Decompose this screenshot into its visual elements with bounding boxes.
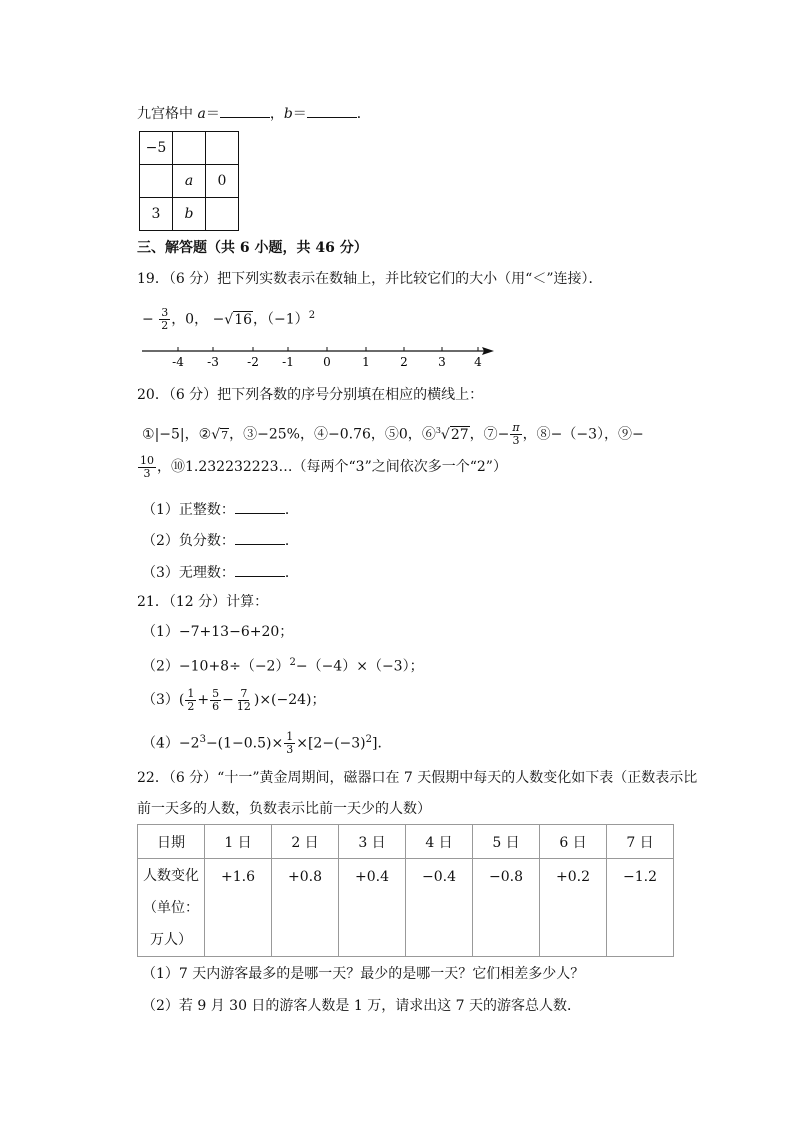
axis-tick-label: -3 <box>207 355 219 369</box>
item-value: −（−3）， <box>550 426 618 443</box>
table-header-cell: 5 日 <box>473 825 540 859</box>
separator: ， <box>253 311 268 328</box>
period: ． <box>284 502 299 518</box>
circled-number: ⑨ <box>618 426 632 443</box>
fraction <box>235 688 253 713</box>
exponent: 2 <box>289 657 296 668</box>
q21-part4 <box>142 722 391 762</box>
q22-text-line2: 前一天多的人数，负数表示比前一天少的人数） <box>137 801 431 817</box>
separator: ，0， <box>171 311 209 328</box>
expression: ]． <box>372 735 392 752</box>
denominator: 2 <box>161 319 169 333</box>
answer-blank[interactable] <box>235 499 285 514</box>
root-index: 3 <box>435 426 441 435</box>
operator: + <box>197 692 210 708</box>
number-line <box>138 340 500 370</box>
row-label-line: 万人） <box>150 931 192 948</box>
denominator: 12 <box>236 699 251 713</box>
value-cell: +0.4 <box>339 859 406 957</box>
part-label: （3） <box>142 692 179 708</box>
exponent: 3 <box>199 734 206 745</box>
value-cell: −0.8 <box>473 859 540 957</box>
period: ． <box>284 565 299 581</box>
circled-number: ③ <box>243 426 258 443</box>
row-label-cell <box>138 859 205 957</box>
q22-part1: （1）7 天内游客最多的是哪一天？最少的是哪一天？它们相差多少人？ <box>142 966 585 982</box>
var-a: a <box>197 106 206 122</box>
axis-tick-label: -4 <box>172 355 184 369</box>
grid-cell: −5 <box>140 132 173 165</box>
paren: ( <box>178 692 185 708</box>
q22-part2: （2）若 9 月 30 日的游客人数是 1 万，请求出这 7 天的游客总人数． <box>142 998 582 1014</box>
part-label: （4） <box>142 735 179 752</box>
numerator: 7 <box>240 686 248 700</box>
fraction <box>284 731 295 756</box>
circled-number: ⑦ <box>483 426 498 443</box>
equals-sign: ＝ <box>292 106 307 122</box>
minus-sign: − <box>142 311 154 328</box>
denominator: 3 <box>512 434 520 448</box>
radicand: 7 <box>221 428 229 442</box>
operator: − <box>222 692 234 708</box>
grid-cell <box>173 132 206 165</box>
grid-cell: a <box>173 165 206 198</box>
q21-part1: （1）−7+13−6+20； <box>142 624 294 640</box>
item-value: 1.232232223…（每两个“3”之间依次多一个“2”） <box>185 459 507 475</box>
numerator: 1 <box>187 686 195 700</box>
grid-cell: 0 <box>206 165 239 198</box>
circled-number: ⑤ <box>384 426 399 443</box>
axis-ticks <box>172 347 482 369</box>
circled-number: ① <box>142 426 155 443</box>
table-header-row <box>138 825 674 859</box>
q20-line2 <box>137 452 507 482</box>
fraction <box>159 307 170 332</box>
fraction <box>210 688 221 713</box>
expression: −(1−0.5)× <box>205 735 284 752</box>
equals-sign: ＝ <box>205 106 220 122</box>
table-header-cell: 3 日 <box>339 825 406 859</box>
fraction <box>510 422 521 447</box>
period: ． <box>356 106 371 122</box>
q18-prefix: 九宫格中 <box>137 106 198 122</box>
grid-cell: 3 <box>140 198 173 231</box>
circled-number: ② <box>198 426 212 443</box>
var-b: b <box>283 106 293 122</box>
expression: −2 <box>178 735 200 752</box>
magic-square <box>139 131 239 231</box>
part-label: （3）无理数： <box>142 565 235 581</box>
axis-tick-label: 4 <box>474 355 482 369</box>
separator: ， <box>469 426 484 443</box>
answer-blank-b[interactable] <box>307 103 357 118</box>
denominator: 3 <box>286 743 294 757</box>
answer-blank[interactable] <box>235 530 285 545</box>
exponent: 2 <box>308 310 316 321</box>
cube-root-symbol: √27 <box>440 426 469 443</box>
value-cell: +1.6 <box>205 859 272 957</box>
axis-tick-label: 3 <box>438 355 446 369</box>
grid-cell <box>206 132 239 165</box>
section-title: 三、解答题（共 6 小题，共 46 分） <box>137 240 368 256</box>
denominator: 3 <box>143 466 151 480</box>
circled-number: ⑩ <box>171 459 185 475</box>
q20-part3 <box>142 562 299 583</box>
expression: −（−4）×（−3）； <box>295 658 424 675</box>
separator: ， <box>229 426 244 443</box>
axis-tick-label: 0 <box>323 355 331 369</box>
q20-part2 <box>142 530 299 551</box>
value-cell: −1.2 <box>607 859 674 957</box>
grid-cell <box>206 198 239 231</box>
numerator: 10 <box>140 453 154 467</box>
answer-blank[interactable] <box>235 562 285 577</box>
item-value: 0， <box>398 426 422 443</box>
sqrt-symbol: √16 <box>224 311 253 328</box>
row-label-line: 人数变化 <box>143 867 199 884</box>
item-value: −25%， <box>257 426 314 443</box>
separator: ， <box>522 426 537 443</box>
period: ． <box>284 533 299 549</box>
minus-sign: − <box>212 311 225 328</box>
axis-tick-label: -2 <box>247 355 259 369</box>
minus-sign: − <box>497 426 510 443</box>
circled-number: ⑧ <box>536 426 551 443</box>
q20-part1 <box>142 499 299 520</box>
expression: ×[2−(−3) <box>296 735 366 752</box>
table-header-cell: 4 日 <box>406 825 473 859</box>
circled-number: ⑥ <box>421 426 436 443</box>
numerator: π <box>512 421 520 435</box>
numerator: 5 <box>212 686 220 700</box>
denominator: 6 <box>212 699 220 713</box>
table-header-cell: 1 日 <box>205 825 272 859</box>
value-cell: +0.8 <box>272 859 339 957</box>
value-cell: +0.2 <box>540 859 607 957</box>
part-label: （1）正整数： <box>142 502 235 518</box>
table-header-cell: 日期 <box>138 825 205 859</box>
grid-cell: b <box>173 198 206 231</box>
q18-line <box>137 103 371 124</box>
radicand: 16 <box>234 311 253 328</box>
table-header-cell: 6 日 <box>540 825 607 859</box>
minus-sign: − <box>632 426 644 443</box>
part-label: （2）负分数： <box>142 533 235 549</box>
table-header-cell: 2 日 <box>272 825 339 859</box>
q21-part2 <box>142 653 424 677</box>
q19-text: 19．（6 分）把下列实数表示在数轴上，并比较它们的大小（用“＜”连接）． <box>137 271 603 287</box>
table-header-cell: 7 日 <box>607 825 674 859</box>
axis-tick-label: 1 <box>362 355 370 369</box>
fraction <box>138 455 156 480</box>
radicand: 27 <box>450 426 469 443</box>
exponent: 2 <box>365 734 373 745</box>
circled-number: ④ <box>313 426 328 443</box>
fraction <box>185 688 196 713</box>
expression: （2）−10+8÷（−2） <box>142 658 290 675</box>
axis-tick-label: -1 <box>282 355 294 369</box>
q20-text: 20．（6 分）把下列各数的序号分别填在相应的横线上： <box>137 387 484 403</box>
axis-tick-label: 2 <box>400 355 408 369</box>
grid-cell <box>140 165 173 198</box>
comma: ， <box>269 106 284 122</box>
q21-text: 21．（12 分）计算： <box>137 594 269 610</box>
power-base: （−1） <box>267 311 309 328</box>
expression: )×(−24)； <box>253 692 326 708</box>
numerator: 1 <box>286 730 294 744</box>
row-label-line: （单位： <box>143 899 199 916</box>
value-cell: −0.4 <box>406 859 473 957</box>
numerator: 3 <box>161 306 169 320</box>
item-value: −0.76， <box>327 426 385 443</box>
q20-line1 <box>142 416 644 451</box>
answer-blank-a[interactable] <box>220 103 270 118</box>
sqrt-symbol: √7 <box>211 426 229 443</box>
item-value: |−5|， <box>154 426 199 443</box>
separator: ， <box>157 459 171 475</box>
q22-text-line1: 22．（6 分）“十一”黄金周期间，磁器口在 7 天假期中每天的人数变化如下表（正数表示比 <box>137 770 698 786</box>
q19-items <box>142 302 315 334</box>
table-row <box>138 859 674 957</box>
denominator: 2 <box>187 699 195 713</box>
tourist-change-table <box>137 824 674 957</box>
q21-part3 <box>142 682 326 718</box>
